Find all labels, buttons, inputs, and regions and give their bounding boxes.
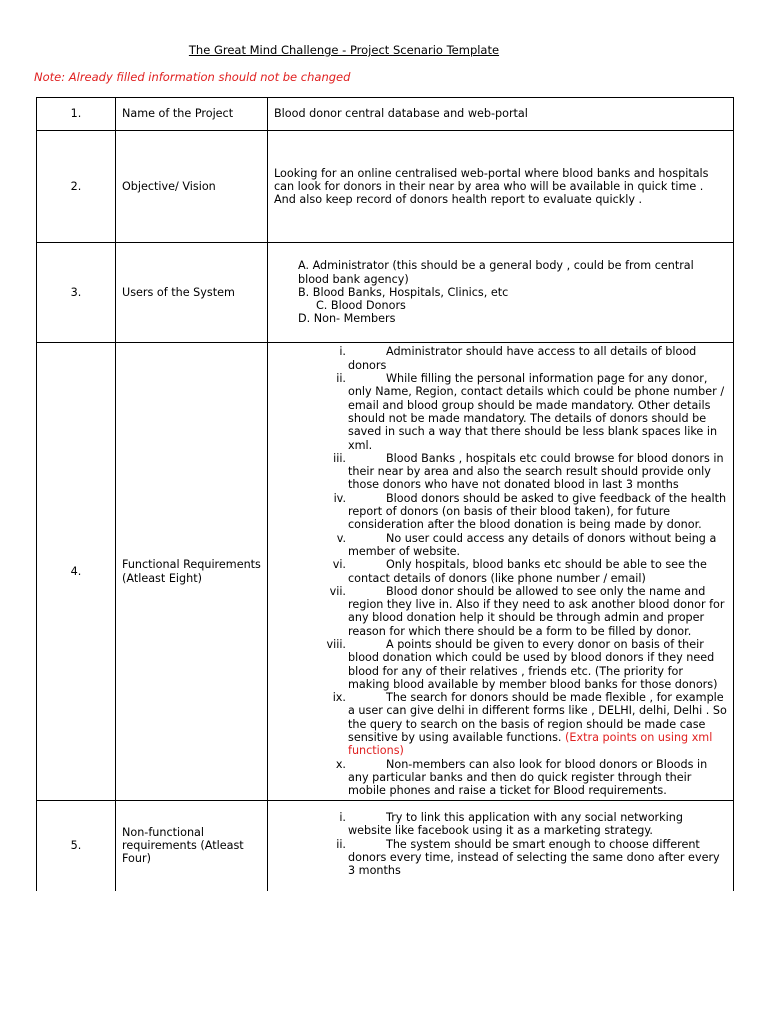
- table-row-functional: [37, 343, 734, 801]
- row-label: Name of the Project: [116, 98, 268, 131]
- list-item: [274, 558, 727, 585]
- table-row-project-name: [37, 98, 734, 131]
- list-item: [274, 532, 727, 559]
- list-item: C. Blood Donors: [316, 299, 406, 313]
- row-label: Objective/ Vision: [116, 131, 268, 243]
- list-item: [274, 838, 727, 878]
- list-item-text: Try to link this application with any social networking website like facebook using it as a marketing strategy.: [348, 811, 683, 838]
- list-item-number: iii.: [333, 451, 346, 465]
- list-item: D. Non- Members: [298, 312, 396, 326]
- list-item: [274, 811, 727, 838]
- table-row-objective: [37, 131, 734, 243]
- table-row-nonfunctional: [37, 801, 734, 891]
- list-item-text: The system should be smart enough to choose different donors every time, instead of selecting the same dono after every 3 months: [348, 837, 720, 878]
- list-item: [274, 452, 727, 492]
- list-item-number: vi.: [332, 558, 346, 572]
- list-item: B. Blood Banks, Hospitals, Clinics, etc: [298, 285, 509, 299]
- list-item-number: i.: [339, 811, 346, 824]
- list-item-number: v.: [336, 531, 346, 545]
- list-item: [274, 492, 727, 532]
- list-item-text: No user could access any details of donors without being a member of website.: [348, 531, 717, 558]
- list-item-number: vii.: [329, 584, 346, 598]
- list-item: [274, 585, 727, 638]
- list-item-number: x.: [335, 757, 346, 771]
- row-number: 2.: [37, 131, 116, 243]
- list-item-text: A points should be given to every donor on basis of their blood donation which could be used by blood donors if they need blood for any of their relatives , friends etc. (The priority for making blood available by member blood banks for those donors): [348, 637, 718, 691]
- row-label: Users of the System: [116, 243, 268, 343]
- list-item-text: Blood donors should be asked to give feedback of the health report of donors (on basis of their blood taken), for future consideration after the blood donation is being made by donor.: [348, 491, 727, 532]
- list-item: [274, 372, 727, 452]
- list-item: [274, 638, 727, 691]
- users-list: [268, 243, 734, 343]
- list-item-text: The search for donors should be made flexible , for example a user can give delhi in different forms like , DELHI, delhi, Delhi . So the query to search on the basis of region should be made case sensitive by using available functions.: [348, 691, 727, 745]
- list-item-text: While filling the personal information page for any donor, only Name, Region, contact details which could be phone number / email and blood group should be made mandatory. Other details should not be made mandatory. The details of donors should be saved in such a way that there should be less blank spaces like in xml.: [348, 372, 725, 452]
- functional-requirements-list: [274, 345, 727, 797]
- list-item-text: Only hospitals, blood banks etc should be able to see the contact details of donors (like phone number / email): [348, 558, 707, 585]
- list-item-text: Blood Banks , hospitals etc could browse for blood donors in their near by area and also the search result should provide only those donors who have not donated blood in last 3 months: [348, 451, 724, 492]
- list-item-number: iv.: [333, 491, 346, 505]
- row-number: 3.: [37, 243, 116, 343]
- list-item: [274, 345, 727, 372]
- project-scenario-table: [36, 97, 734, 891]
- document-title: The Great Mind Challenge - Project Scenario Template: [188, 43, 500, 57]
- extra-points-note: (Extra points on using xml functions): [348, 731, 713, 758]
- list-item-text: Administrator should have access to all details of blood donors: [348, 345, 697, 372]
- row-number: 5.: [37, 801, 116, 891]
- nonfunctional-requirements-list: [274, 811, 727, 877]
- row-number: 1.: [37, 98, 116, 131]
- list-item-text: Blood donor should be allowed to see only the name and region they live in. Also if they need to ask another blood donor for any blood donation help it should be through admin and proper reason for which there should be a form to be filled by donor.: [348, 584, 725, 638]
- list-item-number: viii.: [326, 637, 346, 651]
- functional-requirements-cell: [268, 343, 734, 801]
- nonfunctional-requirements-cell: [268, 801, 734, 891]
- row-value: Looking for an online centralised web-portal where blood banks and hospitals can look for donors in their near by area who will be available in quick time . And also keep record of donors health report to evaluate quickly .: [268, 131, 734, 243]
- note-text: Note: Already filled information should not be changed: [34, 70, 351, 84]
- list-item-text: Non-members can also look for blood donors or Bloods in any particular banks and then do quick register through their mobile phones and raise a ticket for Blood requirements.: [348, 757, 708, 798]
- list-item-number: ii.: [336, 837, 346, 851]
- list-item-number: ix.: [332, 691, 346, 705]
- row-label: Functional Requirements (Atleast Eight): [116, 343, 268, 801]
- row-number: 4.: [37, 343, 116, 801]
- row-value: Blood donor central database and web-portal: [268, 98, 734, 131]
- list-item: [274, 758, 727, 798]
- row-label: Non-functional requirements (Atleast Four): [116, 801, 268, 891]
- table-row-users: [37, 243, 734, 343]
- list-item: [274, 691, 727, 757]
- list-item: A. Administrator (this should be a general body , could be from central blood bank agency): [298, 259, 694, 286]
- list-item-number: i.: [339, 345, 346, 359]
- list-item-number: ii.: [336, 372, 346, 386]
